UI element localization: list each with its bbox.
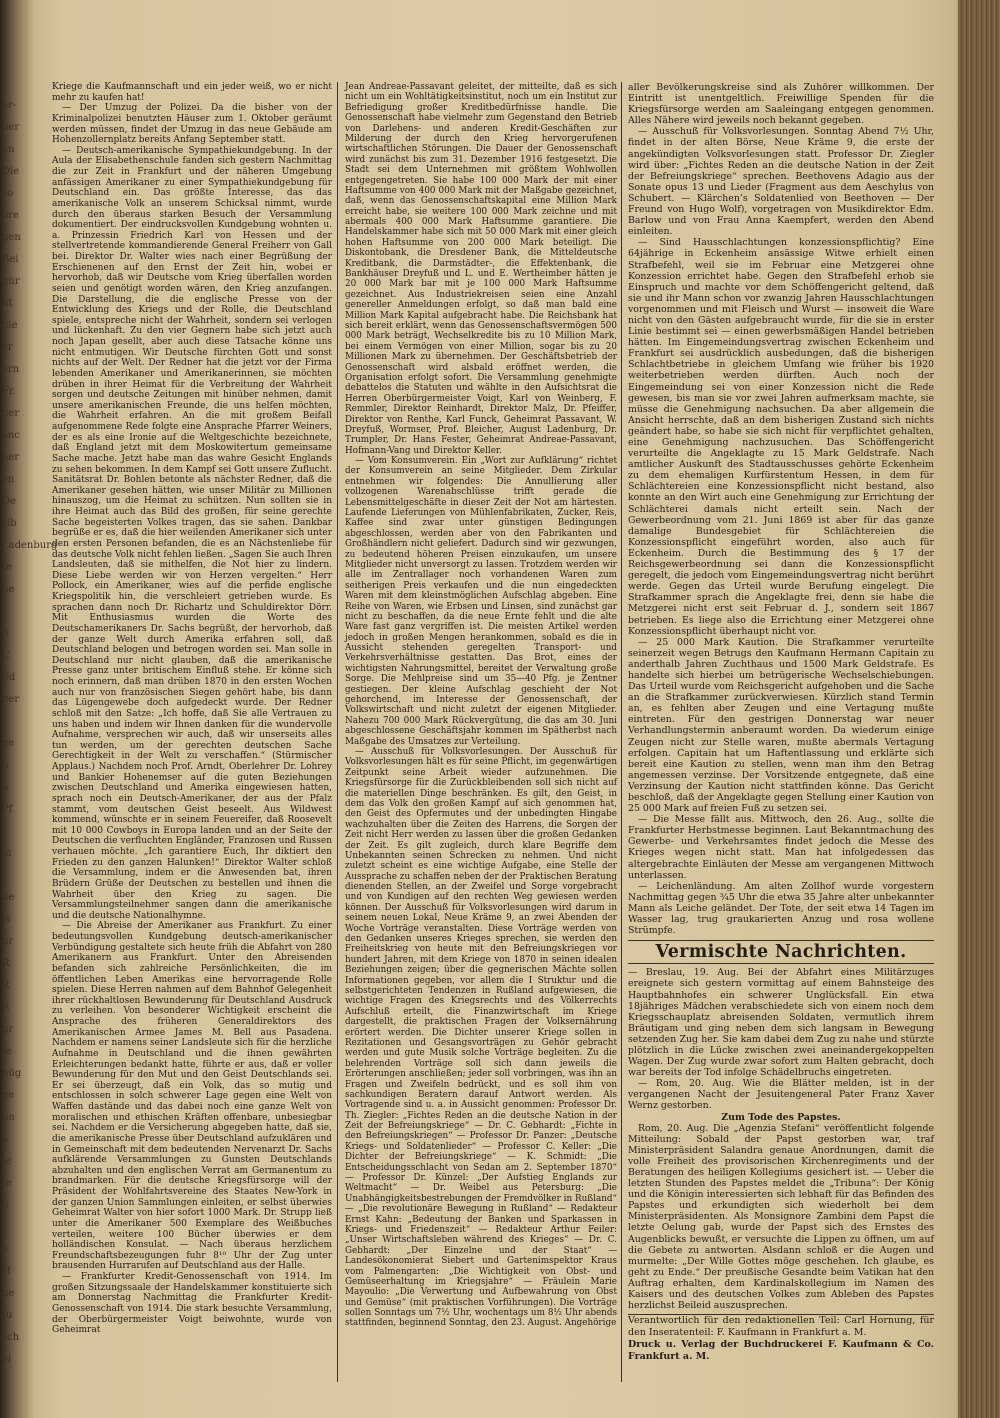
margin-fragment: so (2, 188, 14, 199)
article-paragraph: — Vom Konsumverein. Ein „Wort zur Aufklärung“ richtet der Konsumverein an seine Mitglieder. Dem Zirkular entnehmen wir folgendes: Die Annullierung aller vollzogenen Warenabschlüsse trifft gerade die Lebensmittelgeschäfte in dieser Zeit der Not am härtesten. Laufende Lieferungen von Mühlenfabrikaten, Zucker, Reis, Kaffee sind zwar unter günstigen Bedingungen abgeschlossen, werden aber von den Fabrikanten und Großhändlern nicht geliefert. Dadurch sind wir gezwungen, zu bedeutend höheren Preisen einzukaufen, um unsere Mitglieder nicht unversorgt zu lassen. Trotzdem werden wir alle im Zentrallager noch vorhandenen Waren zum seitherigen Preis verkaufen und die nun eingedeckten Waren mit dem kleinstmöglichen Aufschlag abgeben. Eine Reihe von Waren, wie Erbsen und Linsen, sind zunächst gar nicht zu beschaffen, da die neue Ernte fehlt und die alte Ware fast ganz vergriffen ist. Die meisten Artikel werden jedoch in großen Mengen herankommen, sobald es die in Aussicht stehenden geregelten Transport- und Verkehrsverhältnisse gestatten. Das Brot, eines der wichtigsten Nahrungsmittel, bereitet der Verwaltung große Sorge. Die Mehlpreise sind um 35—40 Pfg. je Zentner gestiegen. Der kleine Aufschlag geschieht der Not gehorchend, im Interesse der Genossenschaft, der Volkswirtschaft und nicht zuletzt der eigenen Mitglieder. Nahezu 700 000 Mark Rückvergütung, die das am 30. Juni abgeschlossene Geschäftsjahr kommen im Spätherbst nach Maßgabe des Umsatzes zur Verteilung. (345, 456, 617, 747)
margin-fragment: a (2, 1134, 8, 1145)
adjacent-page-edge (0, 0, 58, 1418)
margin-fragment: te (2, 562, 12, 573)
margin-fragment: n (2, 760, 9, 771)
margin-fragment: bre (2, 210, 20, 221)
article-paragraph: — Die Messe fällt aus. Mittwoch, den 26. Aug., sollte die Frankfurter Herbstmesse beginnen. Laut Bekanntmachung des Gewerbe- und Verkehrsamtes findet jedoch die Messe des Krieges wegen nicht statt. Man hat infolgedessen das altergebrachte Einläuten der Messe am vergangenen Mittwoch unterlassen. (628, 814, 934, 881)
margin-fragment: ge (2, 738, 15, 749)
margin-fragment: die (2, 320, 18, 331)
margin-fragment: ge (2, 1090, 15, 1101)
margin-fragment: ber (2, 122, 20, 133)
article-paragraph: aller Bevölkerungskreise sind als Zuhörer willkommen. Der Eintritt ist unentgeltlich. Freiwillige Spenden für die Kriegsfürsorge werden am Saaleingang entgegen genommen. Alles Nähere wird jeweils noch bekannt gegeben. (628, 82, 934, 127)
miscellaneous-news (628, 967, 934, 1111)
margin-fragment: m (2, 848, 12, 859)
margin-fragment: de (2, 892, 15, 903)
margin-fragment: Pf (2, 804, 13, 815)
article-paragraph: — Sind Hausschlachtungen konzessionspflichtig? Eine 64jährige in Eckenheim ansässige Witwe erhielt einen Strafbefehl, weil sie im Februar eine Metzgerei ohne Konzession errichtet habe. Gegen den Strafbefehl erhob sie Einspruch und machte vor dem Schöffengericht geltend, daß sie und ihr Mann schon vor zwanzig Jahren Hausschlachtungen vorgenommen und mit Fleisch und Wurst — insoweit die Ware nicht von den Gästen aufgebraucht wurde, für die sie in erster Linie bestimmt sei — einen gewerbsmäßigen Handel betrieben hätten. Im Eingemeindungsvertrag zwischen Eckenheim und Frankfurt sei ausdrücklich ausbedungen, daß die bisherigen Schlachtbetriebe in gleichem Umfang wie früher bis 1920 weiterbetrieben werden dürften. Auch noch der Eingemeindung sei von einer Konzession nicht die Rede gewesen, bis man sie vor zwei Jahren aufmerksam machte, sie müsse die Genehmigung nachsuchen. Da aber allgemein die Ansicht herrschte, daß an dem bisherigen Zustand sich nichts geändert habe, so habe sie sich nicht für verpflichtet gehalten, eine Genehmigung nachzusuchen. Das Schöffengericht verurteilte die Angeklagte zu 15 Mark Geldstrafe. Nach amtlicher Auskunft des Stadtausschusses gehörte Eckenheim zu dem ehemaligen Kurfürstentum Hessen, in dem für Schlächtereien eine Konzessionspflicht nicht bestand, also konnte an den Wirt auch eine Genehmigung zur Errichtung der Schlächterei damals nicht erteilt sein. Nach der Gewerbeordnung vom 21. Juni 1869 ist aber für das ganze damalige Bundesgebiet für Schlächtereien die Konzessionspflicht eingeführt worden, also auch für Eckenheim. Durch die Bestimmung des § 17 der Reichsgewerbeordnung sei dann die Konzessionspflicht geregelt, die jedoch vom Eingemeindungsvertrag nicht berührt werde. Gegen das Urteil wurde Berufung eingelegt. Die Strafkammer sprach die Angeklagte frei, denn sie habe die Metzgerei nicht erst seit Februar d. J., sondern seit 1867 betrieben. Es liege also die Errichtung einer Metzgerei ohne Konzessionspflicht überhaupt nicht vor. (628, 237, 934, 637)
margin-fragment: De (2, 496, 16, 507)
margin-fragment: ht (2, 298, 13, 309)
margin-fragment: he (2, 584, 15, 595)
margin-fragment: en (2, 474, 15, 485)
margin-fragment: gr (2, 1024, 14, 1035)
section-rule-top (628, 940, 934, 941)
margin-fragment: Sd (2, 672, 16, 683)
margin-fragment: Fr. (2, 386, 16, 397)
article-paragraph: — Leichenländung. Am alten Zollhof wurde vorgestern Nachmittag gegen ¾5 Uhr die etwa 35 Jahre alter unbekannter Mann als Leiche geländet. Der Tote, der seit etwa 14 Tagen im Wasser lag, trug graukarierten Anzug und rosa wollene Strümpfe. (628, 880, 934, 937)
margin-fragment: anc (2, 430, 21, 441)
newspaper-page (52, 82, 957, 1382)
margin-fragment: fe (2, 1178, 12, 1189)
margin-fragment: gür (2, 276, 20, 287)
margin-fragment: tu (2, 1310, 13, 1321)
column-1 (52, 82, 332, 1382)
margin-fragment: t (2, 606, 7, 617)
margin-fragment: C (2, 650, 10, 661)
margin-fragment: e (2, 1244, 8, 1255)
margin-fragment: Die (2, 166, 20, 177)
margin-fragment: S (2, 628, 9, 639)
margin-fragment: R (2, 980, 10, 991)
imprint-printer: Druck u. Verlag der Buchdruckerei F. Kaufmann & Co. Frankfurt a. M. (628, 1339, 934, 1362)
margin-fragment: R (2, 958, 10, 969)
book-fore-edge (958, 0, 1000, 1418)
margin-fragment: sch (2, 1332, 20, 1343)
margin-fragment: ar- (2, 100, 17, 111)
margin-fragment: an (2, 144, 15, 155)
margin-fragment: sib (2, 518, 17, 529)
margin-fragment: r (2, 826, 7, 837)
margin-fragment: nüg (2, 1068, 22, 1079)
article-paragraph: — Ausschuß für Volksvorlesungen. Der Ausschuß für Volksvorlesungen hält es für seine Pflicht, im gegenwärtigen Zeitpunkt seine Arbeit wieder aufzunehmen. Die Kriegsfürsorge für die Zurückbleibenden soll sich nicht auf die materiellen Dinge beschränken. Es gilt, den Geist, in dem das Volk den großen Kampf auf sich genommen hat, den Geist des Opfermutes und der unbedingten Hingabe wachzuhalten über die Zeiten des Harrens, die Sorgen der Zeit nicht Herr werden zu lassen über die großen Gedanken der Zeit. Es gilt zugleich, durch klare Begriffe dem Unbekannten seinen Schrecken zu nehmen. Und nicht zuletzt scheint es eine wichtige Aufgabe, eine Stelle der Aussprache zu schaffen neben der der Praktischen Beratung dienenden Stellen, an der Zweifel und Sorge vorgebracht und von Kundigen auf den rechten Weg gewiesen werden können. Der Ausschuß für Volksvorlesungen wird darum in seinem neuen Lokal, Neue Kräme 9, an zwei Abenden der Woche Vorträge veranstalten. Diese Vorträge werden von den Gedanken unseres Krieges sprechen, sie werden den Freiheitskrieg von heute mit den Befreiungskriegen vor hundert Jahren, mit dem Kriege von 1870 in seinen idealen Beziehungen zeigen; über die gegnerischen Mächte sollen Informationen gegeben, vor allem die I Struktur und die selbstgerichteten Tendenzen in Rußland aufgewiesen, die wichtige Fragen des Kriegsrechts und des Völkerrechts Aufschluß erteilt, die Finanzwirtschaft im Kriege dargestellt, die praktischen Fragen der Volksernährung erörtert werden. Die Dichter unserer Kriege sollen in Rezitationen und Gesangsvorträgen zu Gehör gebracht werden und gute Musik solche Vorträge begleiten. Zu die belehrenden Vorträge soll sich dann jeweils die Erörterungen anschließen; jeder soll vorbringen, was ihn an Fragen und Zweifeln bedrückt, und es soll ihm von sachkundigen Beratern darauf Antwort werden. Als Vortragende sind u. a. in Aussicht genommen: Professor Dr. Th. Ziegler: „Fichtes Reden an die deutsche Nation in der Zeit der Befreiungskriege“ — Dr. C. Gebhardt: „Fichte in den Befreiungskriegen“ — Professor Dr. Panzer: „Deutsche Kriegs- und Soldatenlieder“ — Professor C. Keller: „Die Dichter der Befreiungskriege“ — K. Schmidt: „Die Entscheidungsschlacht von Sedan am 2. September 1870“ — Professor Dr. Künzel: „Der Aufstieg Englands zur Weltmacht“ — Dr. Weibel aus Petersburg: „Die Unabhängigkeitsbestrebungen der Fremdvölker in Rußland“ — „Die revolutionäre Bewegung in Rußland“ — Redakteur Ernst Kahn: „Bedeutung der Banken und Sparkassen in Kriegs- und Friedenszeit“ — Redakteur Arthur Feiler: „Unser Wirtschaftsleben während des Krieges“ — Dr. C. Gebhardt: „Der Einzelne und der Staat“ — Landesökonomierat Siebert und Gartenimspektor Kraus vom Palmengarten: „Die Wichtigkeit von Obst- und Gemüseerhaltung im Kriegsjahre“ — Fräulein Marie Mayoulio: „Die Verwertung und Aufbewahrung von Obst und Gemüse“ (mit praktischen Vorführungen). Die Vorträge sollen Sonntags um 7½ Uhr, wochentags um 8½ Uhr abends stattfinden, beginnend Sonntag, den 23. August. Angehörige (345, 747, 617, 1329)
margin-fragment: der (2, 694, 20, 705)
article-paragraph: Kriege die Kaufmannschaft und ein jeder weiß, wo er nicht mehr zu kaufen hat! (52, 82, 332, 103)
margin-fragment: li (2, 1200, 9, 1211)
margin-fragment: her (2, 452, 20, 463)
margin-fragment: n (2, 782, 9, 793)
article-paragraph: — Die Abreise der Amerikaner aus Frankfurt. Zu einer bedeutungsvollen Kundgebung deutsch-amerikanischer Verbündigung gestaltete sich heute früh die Abfahrt von 280 Amerikanern aus Frankfurt. Unter den Abreisenden befanden sich zahlreiche Persönlichkeiten, die im öffentlichen Leben Amerikas eine hervorragende Rolle spielen. Diese Herren nahmen auf dem Bahnhof Gelegenheit ihrer rückhaltlosen Bewunderung für Deutschland Ausdruck zu verleihen. Von besonderer Wichtigkeit erscheint die Ansprache des früheren Generaldirektors des Amerikanischen Armee James M. Bell aus Pasadena. Nachdem er namens seiner Landsleute sich für die herzliche Aufnahme in Deutschland und die ihnen gewährten Erleichterungen bedankt hatte, führte er aus, daß er voller Bewunderung für den Mut und den Geist Deutschlands sei. Er sei überzeugt, daß ein Volk, das so mutig und entschlossen in solch schwerer Lage gegen eine Welt von Waffen dastände und das dabei noch eine ganze Welt von moralischen und ethischen Kräften offenbare, unbesiegbar sei. Nachdem er die Versicherung abgegeben hatte, daß sie, die amerikanische Presse über Deutschland aufzuklären und in Gemeinschaft mit dem bedeutenden Nervenarzt Dr. Sachs aufklärende Versammlungen zu Gunsten Deutschlands abzuhalten und den englischen Verrat am Germanentum zu brandmarken. Für die deutsche Kriegsfürsorge will der Präsident der Wohlfahrtsvereine des Staates New-York in der ganzen Union Sammlungen einleiten, er selbst überwies Geheimrat Walter von hier sofort 1000 Mark. Dr. Strupp ließ unter die Amerikaner 500 Exemplare des Weißbuches verteilen, weitere 100 Bücher überwies er dem holländischen Konsulat. — Nach überaus herzlichem Freundschaftsbezeugungen fuhr 8¹⁰ Uhr der Zug unter brausenden Hurrarufen auf Deutschland aus der Halle. (52, 921, 332, 1272)
article-paragraph: — Deutsch-amerikanische Sympathiekundgebung. In der Aula der Elisabethenschule fanden sich gestern Nachmittag die zur Zeit in Frankfurt und der näheren Umgebung anfässigen Amerikaner zu einer Sympathiekundgebung für Deutschland ein. Das größte Interesse, das das amerikanische Volk an unserem Schicksal nimmt, wurde durch den überaus starken Besuch der Versammlung dokumentiert. Der eindrucksvollen Kundgebung wohnten u. a. Prinzessin Friedrich Karl von Hessen und der stellvertretende kommandierende General Freiherr von Gall bei. Direktor Dr. Walter wies nach einer Begrüßung der Erschienenen auf den Ernst der Zeit hin, wobei er hervorhob, daß wir Deutsche vom Krieg überfallen worden seien und genötigt worden wären, den Krieg anzufangen. Die Darstellung, die die englische Presse von der Entwicklung des Kriegs und der Rolle, die Deutschland spiele, entspreche nicht der Wahrheit, sondern sei verlogen und lückenhaft. Zu den vier Gegnern habe sich jetzt auch noch Japan gesellt, aber auch diese Tatsache könne uns nicht entmutigen. Wir Deutsche fürchten Gott und sonst nichts auf der Welt. Der Redner hat die jetzt vor der Firma lebenden Amerikaner und Amerikanerinnen, sie möchten drüben in ihrer Heimat für die Verbreitung der Wahrheit sorgen und deutsche Zeitungen mit hinüber nehmen, damit unsere amerikanischen Freunde, die uns helfen möchten, die Wahrheit erfahren. An die mit großem Beifall aufgenommene Rede folgte eine Ansprache Pfarrer Weiners, der es als eine Ironie auf die Weltgeschichte bezeichnete, daß England jetzt mit dem Moskowitertum gemeinsame Sache mache. Jetzt habe man das wahre Gesicht Englands zu sehen bekommen. In dem Kampf sei Gott unsere Zuflucht. Sanitätsrat Dr. Bohlen betonte als nächster Redner, daß die Amerikaner gesehen hätten, wie unser Militär zu Millionen hinauszog, um die Heimat zu schützen. Nun sollten sie in ihre Heimat auch das Bild des großen, für seine gerechte Sache begeisterten Volkes tragen, das sie sahen. Dankbar begrüße er es, daß die hier weilenden Amerikaner sich unter den ersten Personen befanden, die es an Nächstenliebe für das deutsche Volk nicht fehlen ließen. „Sagen Sie auch Ihren Landsleuten, daß sie mithelfen, die Not hier zu lindern. Diese Liebe werden wir von Herzen vergelten.“ Herr Pollock, ein Amerikaner, wies auf die perfide englische Kriegspolitik hin, die verschleiert getrieben wurde. Es sprachen dann noch Dr. Richartz und Schuldirektor Dörr. Mit Enthusiasmus wurden die Worte des Deutschamerikaners Dr. Sachs begrüßt, der hervorhob, daß der ganze Welt durch Amerika erfahren soll, daß Deutschland belogen und betrogen worden sei. Man solle in Deutschland nur nicht glauben, daß die amerikanische Presse ganz unter britischem Einfluß stehe. Er könne sich noch erinnern, daß man drüben 1870 in den ersten Wochen auch nur von französischen Siegen gehört habe, bis dann das Lügengewebe doch aufgedeckt wurde. Der Redner schloß mit den Satze: „Ich hoffe, daß Sie alle Vertrauen zu uns haben und indem wir Ihnen danken für die wundervolle Aufnahme, versprechen wir auch, daß wir unserseits alles tun werden, um der gerechten deutschen Sache Gerechtigkeit in der Welt zu verschaffen.“ (Stürmischer Applaus.) Nachdem noch Prof. Arndt, Oberlehrer Dr. Lohrey und Bankier Hohenemser auf die guten Beziehungen zwischen Deutschland und Amerika eingewiesen hatten, sprach noch ein Deutsch-Amerikaner, der aus der Pfalz stammt, vom deutschen Geist beseelt. Aus Wildwest kommend, wünschte er in seinem Feuereifer, daß Roosevelt mit 10 000 Cowboys in Europa landen und an der Seite der Deutschen die verfluchten Engländer, Franzosen und Russen verhauen möchte. „Ich garantiere Euch, Ihr diktiert den Frieden zu den ganzen Halunken!“ Direktor Walter schloß die Versammlung, indem er die Anwesenden bat, ihren Brüdern Grüße der Deutschen zu bestellen und ihnen die Wahrheit über den Krieg zu sagen. Die Versammlungsteilnehmer sangen dann die amerikanische und die deutsche Nationalhymne. (52, 145, 332, 921)
margin-fragment: gen (2, 232, 21, 243)
column-2 (345, 82, 617, 1382)
article-paragraph: — Ausschuß für Volksvorlesungen. Sonntag Abend 7½ Uhr, findet in der alten Börse, Neue Kräme 9, die erste der angekündigten Volksvorlesungen statt. Professor Dr. Ziegler wird über: „Fichtes Reden an die deutsche Nation in der Zeit der Befreiungskriege“ sprechen. Beethovens Adagio aus der Sonate opus 13 und Lieder (Fragment aus dem Aeschylus von Schubert. — Klärchen’s Soldatenlied von Beethoven — Der Freund von Hugo Wolf), vorgetragen von Musikdirektor Edm. Barlow und von Frau Anna Kaempfert, werden den Abend einleiten. (628, 126, 934, 238)
margin-fragment: f (2, 870, 6, 881)
column-3 (628, 82, 934, 1382)
margin-fragment: der (2, 408, 20, 419)
margin-fragment: le (2, 1046, 12, 1057)
local-news (628, 82, 934, 936)
margin-fragment: H (2, 1266, 11, 1277)
imprint-rule (628, 1314, 934, 1315)
article-paragraph: Jean Andreae-Passavant geleitet, der mitteilte, daß es sich nicht um ein Wohltätigkeitsinstitut, noch um ein Institut zur Befriedigung großer Kreditbedürfnisse handle. Die Genossenschaft habe vielmehr zum Gegenstand den Betrieb von Darlehens- und anderen Kredit-Geschäften zur Milderung der durch den Krieg hervorgerufenen wirtschaftlichen Störungen. Die Dauer der Genossenschaft wird zunächst bis zum 31. Dezember 1916 festgesetzt. Die Stadt sei dem Unternehmen mit größtem Wohlwollen entgegengetreten. Sie habe 100 000 Mark der mit einer Haftsumme von 400 000 Mark mit der Maßgabe gezeichnet, daß, wenn das Genossenschaftskapital eine Million Mark erreicht habe, sie weitere 100 000 Mark zeichne und mit abermals 400 000 Mark Haftsumme garantiere. Die Handelskammer habe sich mit 50 000 Mark mit einer gleich hohen Haftsumme von 200 000 Mark beteiligt. Die Diskontobank, die Dresdener Bank, die Mitteldeutsche Kreditbank, die Darmstädter-, die Effektenbank, die Bankhäuser Dreyfuß und L. und E. Wertheimber hätten je 20 000 Mark bar mit je 100 000 Mark Haftsumme gezeichnet. Aus Industriekreisen seien eine Anzahl genereller Anmeldungen erfolgt, so daß man bald eine Million Mark Kapital aufgebracht habe. Die Reichsbank hat sich bereit erklärt, wenn das Genossenschaftsvermögen 500 000 Mark beträgt, Wechselkredite bis zu 10 Million Mark, bei einem Vermögen von einer Million, sogar bis zu 20 Millionen Mark zu übernehmen. Der Geschäftsbetrieb der Genossenschaft wird alsbald eröffnet werden, die Organisation erfolgt sofort. Die Versammlung genehmigte debattelos die Statuten und wählte in den Aufsichtsrat die Herren Oberbürgermeister Voigt, Karl von Weinberg, F. Remmler, Direktor Reinhardt, Direktor Malz, Dr. Pfeiffer, Direktor von Renthe, Karl Funck, Geheimrat Passavant, W. Dreyfuß, Wormser, Prof. Bleicher, August Ladenburg, Dr. Trumpler, Dr. Hans Fester, Geheimrat Andreae-Passavant, Hofmann-Vang und Direktor Keller. (345, 82, 617, 456)
margin-fragment: R (2, 1002, 10, 1013)
column-rule-1 (337, 82, 338, 1382)
margin-fragment: Ladenburg (2, 540, 58, 551)
column-rule-2 (621, 82, 622, 1382)
margin-fragment: ge (2, 1288, 15, 1299)
section-rule-bottom (628, 963, 934, 964)
margin-fragment: is (2, 914, 11, 925)
papst-article: Rom, 20. Aug. Die „Agenzia Stefani“ veröffentlicht folgende Mitteilung: Sobald der Papst gestorben war, traf Ministerpräsident Salandra genaue Anordnungen, damit die volle Freiheit des provisorischen Kirchenregiments und der Beratungen des heiligen Kollegiums gesichert ist. — Ueber die letzten Stunden des Papstes meldet die „Tribuna“: Der König und die Königin interessierten sich lebhaft für das Befinden des Papstes und erkundigten sich wiederholt bei dem Ministerpräsidenten. Als Monsignore Zambini dem Papst die letzte Oelung gab, wurde der Papst sich des Ernstes des Augenblicks bewußt, er versuchte die Lippen zu öffnen, um auf die Gebete zu antworten. Alsdann schloß er die Augen und murmelte: „Der Wille Gottes möge geschehen. Ich glaube, es geht zu Ende.“ Der preußische Gesandte beim Vatikan hat den Auftrag erhalten, dem Kardinalskollegium im Namen des Kaisers und des deutschen Volkes zum Ableben des Papstes herzlichst Beileid auszusprechen. (628, 1122, 934, 1312)
margin-fragment: ei (2, 1354, 12, 1365)
margin-fragment: le (2, 1156, 12, 1167)
article-paragraph: — Rom, 20. Aug. Wie die Blätter melden, ist in der vergangenen Nacht der Jesuitengeneral Pater Franz Xaver Wernz gestorben. (628, 1078, 934, 1112)
article-paragraph: — 25 000 Mark Kaution. Die Strafkammer verurteilte seinerzeit wegen Betrugs den Kaufmann Hermann Capitain zu anderthalb Jahren Zuchthaus und 1500 Mark Geldstrafe. Es handelte sich hierbei um betrügerische Wechselschiebungen. Das Urteil wurde vom Reichsgericht aufgehoben und die Sache an die Strafkammer zurückverwiesen. Kürzlich stand Termin an, es fehlten aber Zeugen und eine Vertagung mußte eintreten. Für den gestrigen Donnerstag war neuer Verhandlungstermin anberaumt worden. Da wiederum einige Zeugen nicht zur Stelle waren, mußte abermals Vertagung erfolgen. Capitain hat um Haftentlassung und erklärte sich bereit eine Kaution zu stellen, wenn man ihm den Betrag angemessen verzinse. Der Vorsitzende entgegnete, daß eine Verzinsung der Kaution nicht stattfinden könne. Das Gericht beschloß, daß der Angeklagte gegen Stellung einer Kaution von 25 000 Mark auf freien Fuß zu setzen sei. (628, 636, 934, 815)
section-headline: Vermischte Nachrichten. (655, 942, 907, 963)
margin-fragment: i (2, 716, 6, 727)
article-paragraph: — Breslau, 19. Aug. Bei der Abfahrt eines Militärzuges ereignete sich gestern vormittag auf einem Bahnsteige des Hauptbahnhofes ein schwerer Unglücksfall. Ein etwa 18jähriges Mädchen verabschiedete sich von einem noch dem Kriegsschauplatz abreisenden Soldaten, vermutlich ihrem Bräutigam und ging neben dem sich langsam in Bewegung setzenden Zug her. Sie kam dabei dem Zug zu nahe und stürzte plötzlich in die Lücke zwischen zwei aneinandergekoppelten Wagen. Der Zug wurde zwar sofort zum Halten gebracht, doch war bereits der Tod infolge Schädelbruchs eingetreten. (628, 967, 934, 1079)
margin-fragment: er (2, 342, 13, 353)
article-paragraph: — Frankfurter Kredit-Genossenschaft von 1914. Im großen Sitzungssaale der Handelskammer konstituierte sich am Donnerstag Nachmittag die Frankfurter Kredit-Genossenschaft von 1914. Die stark besuchte Versammlung, der Oberbürgermeister Voigt beiwohnte, wurde von Geheimrat (52, 1272, 332, 1336)
article-paragraph: — Der Umzug der Polizei. Da die bisher von der Kriminalpolizei benutzten Häuser zum 1. Oktober geräumt werden müssen, findet der Umzug in das neue Gebäude am Hohenzollernplatz bereits Anfang September statt. (52, 103, 332, 146)
margin-fragment: lin (2, 1112, 15, 1123)
papst-subheading: Zum Tode des Papstes. (721, 1111, 841, 1123)
margin-fragment: f (2, 1222, 6, 1233)
imprint-editor: Verantwortlich für den redaktionellen Teil: Carl Hornung, für den Inseratenteil: F. Kaufmann in Frankfurt a. M. (628, 1315, 934, 1338)
margin-fragment: gr (2, 936, 14, 947)
margin-fragment: ern (2, 364, 20, 375)
margin-fragment: Bei (2, 254, 19, 265)
